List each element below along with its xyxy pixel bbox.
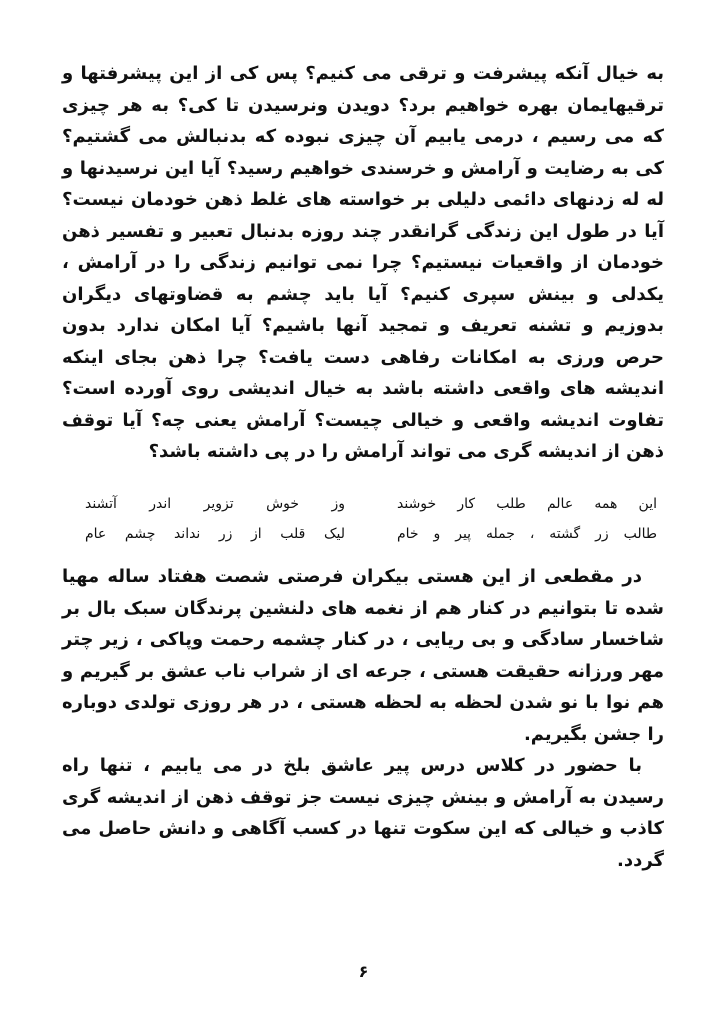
poem-hemistich: وز خوش تزویر اندر آتشند xyxy=(85,496,345,512)
poem-verse-2 xyxy=(85,519,657,549)
paragraph-block-2 xyxy=(62,561,664,750)
poem-hemistich: لیک قلب از زر نداند چشم عام xyxy=(85,526,345,542)
paragraph-block-3 xyxy=(62,750,664,876)
poem-verse-1 xyxy=(85,489,657,519)
paragraph-block-1 xyxy=(62,58,664,468)
paragraph-opportunity: در مقطعی از این هستی بیکران فرصتی شصت هفتاد ساله مهیا شده تا بتوانیم در کنار هم از نغمه های دلنشین پرندگان سبک بال بر شاخسار سادگی و بی ریایی ، در کنار چشمه رحمت وپاکی ، زیر چتر مهر ورزانه حقیقت هستی ، جرعه ای از شراب ناب عشق بر گیریم و هم نوا با نو شدن لحظه به لحظه هستی ، در هر روزی تولدی دوباره را جشن بگیریم. xyxy=(62,566,664,745)
poem-hemistich: این همه عالم طلب کار خوشند xyxy=(397,496,657,512)
paragraph-questions: به خیال آنکه پیشرفت و ترقی می کنیم؟ پس کی از این پیشرفتها و ترقیهایمان بهره خواهیم برد؟ دویدن ونرسیدن تا کی؟ به هر چیزی که می رسیم ، درمی یابیم آن چیزی نبوده که بدنبالش می گشتیم؟ کی به رضایت و آرامش و خرسندی خواهیم رسید؟ آیا این نرسیدنها و له له زدنهای دائمی دلیلی بر خواسته های غلط ذهن خودمان نیست؟ آیا در طول این زندگی گرانقدر چند روزه بدنبال تعبیر و تفسیر ذهن خودمان از واقعیات نیستیم؟ چرا نمی توانیم زندگی را در آرامش ، یکدلی و بینش سپری کنیم؟ آیا باید چشم به قضاوتهای دیگران بدوزیم و تشنه تعریف و تمجید آنها باشیم؟ آیا امکان ندارد بدون حرص ورزی به امکانات رفاهی دست یافت؟ چرا ذهن بجای اینکه اندیشه های واقعی داشته باشد به خیال اندیشی روی آورده است؟ تفاوت اندیشه واقعی و خیالی چیست؟ آرامش یعنی چه؟ آیا توقف ذهن از اندیشه گری می تواند آرامش را در پی داشته باشد؟ xyxy=(62,63,664,462)
paragraph-conclusion: با حضور در کلاس درس پیر عاشق بلخ در می یابیم ، تنها راه رسیدن به آرامش و بینش چیزی نیست جز توقف ذهن از اندیشه گری کاذب و خیالی که این سکوت تنها در کسب آگاهی و دانش حاصل می گردد. xyxy=(62,755,664,871)
poem-block xyxy=(85,489,657,549)
page-number: ۶ xyxy=(358,962,369,981)
poem-hemistich: طالب زر گشته ، جمله پیر و خام xyxy=(397,526,657,542)
